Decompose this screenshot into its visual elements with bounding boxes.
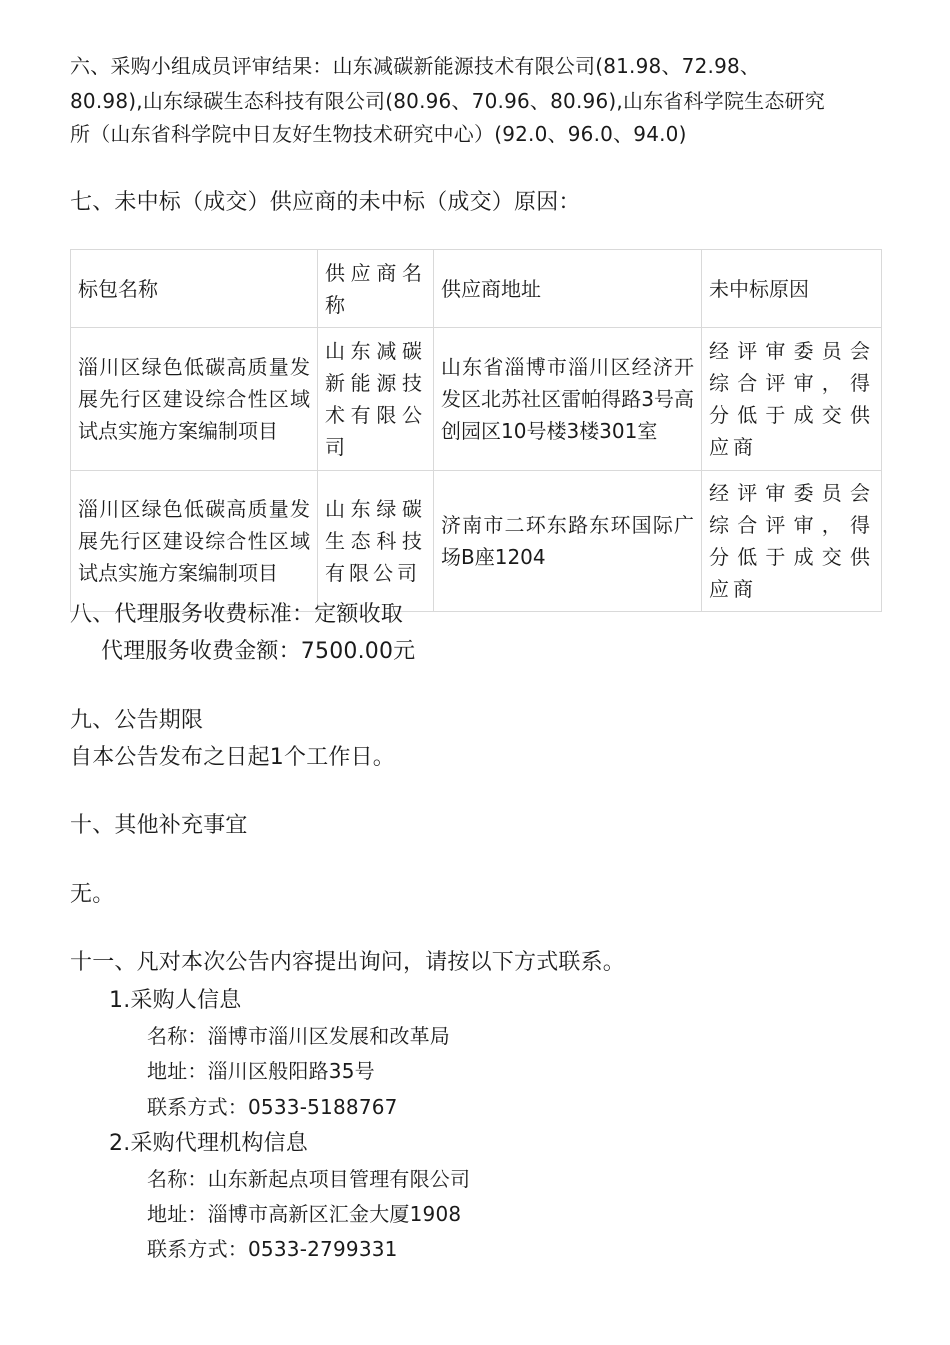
purchaser-contact: 联系方式：0533-5188767 <box>147 1095 398 1119</box>
section8-amount: 代理服务收费金额：7500.00元 <box>101 639 416 664</box>
agency-address: 地址：淄博市高新区汇金大厦1908 <box>147 1202 462 1226</box>
section7-title: 七、未中标（成交）供应商的未中标（成交）原因： <box>70 190 581 215</box>
cell-address: 济南市二环东路东环国际广场B座1204 <box>434 471 702 612</box>
header-package: 标包名称 <box>71 250 318 328</box>
agency-heading: 2.采购代理机构信息 <box>109 1131 308 1156</box>
purchaser-address: 地址：淄川区般阳路35号 <box>147 1059 375 1083</box>
section6-line2: 80.98),山东绿碳生态科技有限公司(80.96、70.96、80.96),山东省科学院生态研究 <box>70 89 825 113</box>
cell-reason: 经评审委员会综合评审，得分低于成交供应商 <box>702 471 882 612</box>
purchaser-name: 名称：淄博市淄川区发展和改革局 <box>147 1024 450 1048</box>
section6-line3: 所（山东省科学院中日友好生物技术研究中心）(92.0、96.0、94.0) <box>70 122 687 146</box>
section10-content: 无。 <box>70 882 115 907</box>
cell-package: 淄川区绿色低碳高质量发展先行区建设综合性区域试点实施方案编制项目 <box>71 471 318 612</box>
cell-package: 淄川区绿色低碳高质量发展先行区建设综合性区域试点实施方案编制项目 <box>71 328 318 471</box>
header-supplier: 供应商名称 <box>318 250 434 328</box>
header-reason: 未中标原因 <box>702 250 882 328</box>
section9-content: 自本公告发布之日起1个工作日。 <box>70 745 395 770</box>
cell-supplier: 山东绿碳生态科技有限公司 <box>318 471 434 612</box>
table-row <box>71 471 882 612</box>
section8-title: 八、代理服务收费标准：定额收取 <box>70 602 404 627</box>
agency-name: 名称：山东新起点项目管理有限公司 <box>147 1167 471 1191</box>
section6-line1: 六、采购小组成员评审结果：山东减碳新能源技术有限公司(81.98、72.98、 <box>70 54 761 78</box>
section10-title: 十、其他补充事宜 <box>70 813 248 838</box>
header-address: 供应商地址 <box>434 250 702 328</box>
section11-title: 十一、凡对本次公告内容提出询问，请按以下方式联系。 <box>70 950 626 975</box>
table-header-row <box>71 250 882 328</box>
purchaser-heading: 1.采购人信息 <box>109 988 242 1013</box>
agency-contact: 联系方式：0533-2799331 <box>147 1237 398 1261</box>
unsuccessful-suppliers-table <box>70 249 882 612</box>
cell-address: 山东省淄博市淄川区经济开发区北苏社区雷帕得路3号高创园区10号楼3楼301室 <box>434 328 702 471</box>
cell-reason: 经评审委员会综合评审，得分低于成交供应商 <box>702 328 882 471</box>
cell-supplier: 山东减碳新能源技术有限公司 <box>318 328 434 471</box>
table-row <box>71 328 882 471</box>
section9-title: 九、公告期限 <box>70 708 204 733</box>
